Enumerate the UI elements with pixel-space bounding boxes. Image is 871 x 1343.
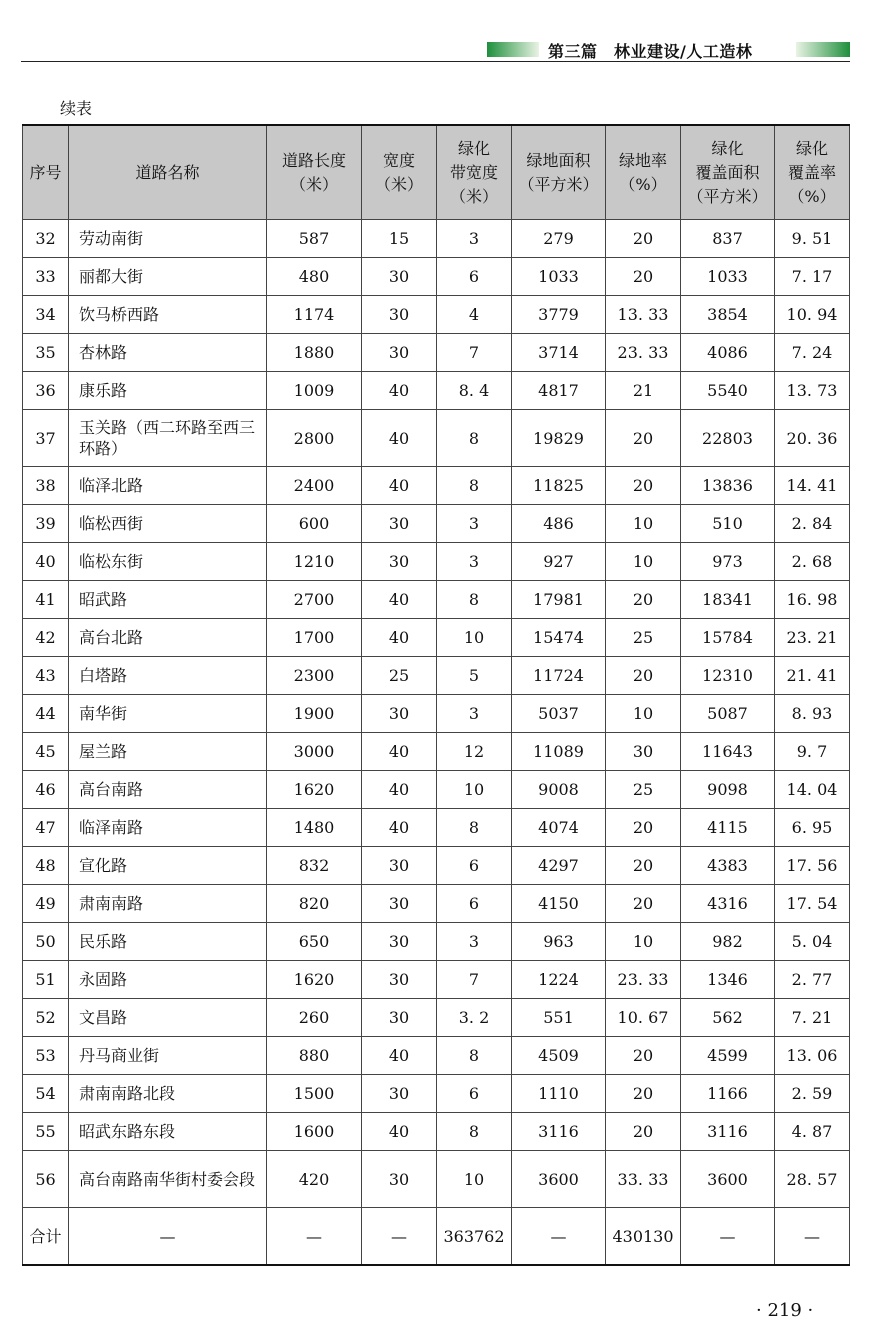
table-cell: 丹马商业街 bbox=[69, 1037, 267, 1075]
table-cell: 1033 bbox=[512, 258, 606, 296]
table-cell: 高台南路南华街村委会段 bbox=[69, 1151, 267, 1208]
table-cell: 肃南南路 bbox=[69, 885, 267, 923]
table-row bbox=[23, 1075, 850, 1113]
table-cell: 4316 bbox=[681, 885, 775, 923]
table-cell: 36 bbox=[23, 372, 69, 410]
table-cell: 8. 4 bbox=[437, 372, 512, 410]
table-row bbox=[23, 847, 850, 885]
table-cell: 9. 51 bbox=[775, 220, 850, 258]
table-cell: 279 bbox=[512, 220, 606, 258]
table-cell: 3 bbox=[437, 220, 512, 258]
table-cell: 1500 bbox=[267, 1075, 362, 1113]
table-cell: 11643 bbox=[681, 733, 775, 771]
table-cell: 6 bbox=[437, 1075, 512, 1113]
total-row bbox=[23, 1208, 850, 1266]
running-header bbox=[0, 38, 871, 62]
table-row bbox=[23, 885, 850, 923]
table-cell: 高台北路 bbox=[69, 619, 267, 657]
table-cell: 2300 bbox=[267, 657, 362, 695]
table-cell: 10 bbox=[437, 1151, 512, 1208]
table-cell: 46 bbox=[23, 771, 69, 809]
table-cell: 21 bbox=[606, 372, 681, 410]
table-cell: 6 bbox=[437, 258, 512, 296]
table-cell: 40 bbox=[23, 543, 69, 581]
table-cell: 587 bbox=[267, 220, 362, 258]
table-cell: 1620 bbox=[267, 961, 362, 999]
total-cell: 430130 bbox=[606, 1208, 681, 1266]
total-cell: 363762 bbox=[437, 1208, 512, 1266]
table-cell: 20 bbox=[606, 1075, 681, 1113]
table-cell: 11724 bbox=[512, 657, 606, 695]
table-cell: 4817 bbox=[512, 372, 606, 410]
table-cell: 2800 bbox=[267, 410, 362, 467]
table-cell: 40 bbox=[362, 410, 437, 467]
table-cell: 54 bbox=[23, 1075, 69, 1113]
table-cell: 973 bbox=[681, 543, 775, 581]
table-row bbox=[23, 809, 850, 847]
table-row bbox=[23, 258, 850, 296]
table-cell: 1480 bbox=[267, 809, 362, 847]
table-cell: 420 bbox=[267, 1151, 362, 1208]
table-cell: 高台南路 bbox=[69, 771, 267, 809]
table-row bbox=[23, 733, 850, 771]
table-cell: 玉关路（西二环路至西三环路） bbox=[69, 410, 267, 467]
table-cell: 56 bbox=[23, 1151, 69, 1208]
table-cell: 40 bbox=[362, 771, 437, 809]
table-cell: 40 bbox=[362, 1113, 437, 1151]
table-cell: 劳动南街 bbox=[69, 220, 267, 258]
table-cell: 20 bbox=[606, 1113, 681, 1151]
table-cell: 4115 bbox=[681, 809, 775, 847]
table-cell: 20 bbox=[606, 885, 681, 923]
table-row bbox=[23, 1037, 850, 1075]
table-cell: 41 bbox=[23, 581, 69, 619]
table-cell: 屋兰路 bbox=[69, 733, 267, 771]
table-cell: 8 bbox=[437, 410, 512, 467]
table-cell: 10. 67 bbox=[606, 999, 681, 1037]
table-cell: 6. 95 bbox=[775, 809, 850, 847]
table-cell: 3116 bbox=[512, 1113, 606, 1151]
table-row bbox=[23, 372, 850, 410]
table-cell: 40 bbox=[362, 619, 437, 657]
column-header: 绿化 覆盖率 （%） bbox=[775, 125, 850, 220]
table-cell: 927 bbox=[512, 543, 606, 581]
table-cell: 50 bbox=[23, 923, 69, 961]
table-cell: 25 bbox=[606, 771, 681, 809]
table-cell: 2. 84 bbox=[775, 505, 850, 543]
table-cell: 260 bbox=[267, 999, 362, 1037]
table-cell: 1210 bbox=[267, 543, 362, 581]
table-row bbox=[23, 220, 850, 258]
table-cell: 562 bbox=[681, 999, 775, 1037]
table-cell: 3 bbox=[437, 543, 512, 581]
table-cell: 7. 21 bbox=[775, 999, 850, 1037]
table-cell: 51 bbox=[23, 961, 69, 999]
table-cell: 486 bbox=[512, 505, 606, 543]
table-cell: 37 bbox=[23, 410, 69, 467]
table-cell: 20 bbox=[606, 467, 681, 505]
table-cell: 2. 59 bbox=[775, 1075, 850, 1113]
table-cell: 30 bbox=[362, 695, 437, 733]
table-cell: 4074 bbox=[512, 809, 606, 847]
table-cell: 982 bbox=[681, 923, 775, 961]
table-cell: 23. 33 bbox=[606, 961, 681, 999]
table-cell: 文昌路 bbox=[69, 999, 267, 1037]
table-cell: 5. 04 bbox=[775, 923, 850, 961]
table-cell: 30 bbox=[362, 1075, 437, 1113]
table-cell: 33. 33 bbox=[606, 1151, 681, 1208]
total-cell: — bbox=[775, 1208, 850, 1266]
table-cell: 38 bbox=[23, 467, 69, 505]
table-cell: 临松东街 bbox=[69, 543, 267, 581]
table-cell: 3 bbox=[437, 505, 512, 543]
table-cell: 7 bbox=[437, 961, 512, 999]
column-header: 序号 bbox=[23, 125, 69, 220]
table-cell: 4. 87 bbox=[775, 1113, 850, 1151]
table-cell: 23. 33 bbox=[606, 334, 681, 372]
table-cell: 20 bbox=[606, 809, 681, 847]
table-cell: 13836 bbox=[681, 467, 775, 505]
table-cell: 17. 56 bbox=[775, 847, 850, 885]
table-row bbox=[23, 619, 850, 657]
table-cell: 20 bbox=[606, 1037, 681, 1075]
table-cell: 20. 36 bbox=[775, 410, 850, 467]
table-cell: 25 bbox=[606, 619, 681, 657]
table-cell: 21. 41 bbox=[775, 657, 850, 695]
table-cell: 25 bbox=[362, 657, 437, 695]
table-cell: 7. 17 bbox=[775, 258, 850, 296]
table-cell: 5 bbox=[437, 657, 512, 695]
table-cell: 1174 bbox=[267, 296, 362, 334]
table-cell: 49 bbox=[23, 885, 69, 923]
table-cell: 20 bbox=[606, 220, 681, 258]
table-row bbox=[23, 961, 850, 999]
table-cell: 30 bbox=[362, 296, 437, 334]
table-cell: 40 bbox=[362, 372, 437, 410]
table-cell: 42 bbox=[23, 619, 69, 657]
table-cell: 10. 94 bbox=[775, 296, 850, 334]
table-cell: 13. 73 bbox=[775, 372, 850, 410]
table-cell: 40 bbox=[362, 581, 437, 619]
column-header: 绿地面积 （平方米） bbox=[512, 125, 606, 220]
column-header: 宽度 （米） bbox=[362, 125, 437, 220]
table-cell: 30 bbox=[362, 999, 437, 1037]
table-cell: 55 bbox=[23, 1113, 69, 1151]
header-rule bbox=[21, 61, 850, 62]
table-cell: 33 bbox=[23, 258, 69, 296]
table-cell: 3600 bbox=[512, 1151, 606, 1208]
table-cell: 10 bbox=[606, 543, 681, 581]
table-cell: 9. 7 bbox=[775, 733, 850, 771]
table-cell: 34 bbox=[23, 296, 69, 334]
table-cell: 永固路 bbox=[69, 961, 267, 999]
total-cell: 合计 bbox=[23, 1208, 69, 1266]
table-cell: 临泽北路 bbox=[69, 467, 267, 505]
table-cell: 5087 bbox=[681, 695, 775, 733]
table-cell: 19829 bbox=[512, 410, 606, 467]
table-cell: 1600 bbox=[267, 1113, 362, 1151]
table-cell: 1900 bbox=[267, 695, 362, 733]
road-greening-table bbox=[22, 124, 850, 1266]
table-cell: 临泽南路 bbox=[69, 809, 267, 847]
table-cell: 2400 bbox=[267, 467, 362, 505]
table-cell: 1110 bbox=[512, 1075, 606, 1113]
table-cell: 7. 24 bbox=[775, 334, 850, 372]
table-cell: 4297 bbox=[512, 847, 606, 885]
total-cell: — bbox=[512, 1208, 606, 1266]
table-cell: 11825 bbox=[512, 467, 606, 505]
table-cell: 20 bbox=[606, 657, 681, 695]
table-cell: 53 bbox=[23, 1037, 69, 1075]
table-cell: 3116 bbox=[681, 1113, 775, 1151]
table-cell: 18341 bbox=[681, 581, 775, 619]
table-cell: 17. 54 bbox=[775, 885, 850, 923]
table-cell: 4383 bbox=[681, 847, 775, 885]
table-cell: 昭武路 bbox=[69, 581, 267, 619]
table-cell: 32 bbox=[23, 220, 69, 258]
table-row bbox=[23, 695, 850, 733]
table-cell: 5037 bbox=[512, 695, 606, 733]
table-cell: 30 bbox=[362, 847, 437, 885]
table-cell: 43 bbox=[23, 657, 69, 695]
table-cell: 17981 bbox=[512, 581, 606, 619]
table-cell: 15784 bbox=[681, 619, 775, 657]
table-cell: 白塔路 bbox=[69, 657, 267, 695]
table-cell: 30 bbox=[362, 885, 437, 923]
table-cell: 837 bbox=[681, 220, 775, 258]
table-cell: 48 bbox=[23, 847, 69, 885]
table-cell: 1346 bbox=[681, 961, 775, 999]
column-header: 绿化 带宽度 （米） bbox=[437, 125, 512, 220]
table-cell: 3 bbox=[437, 923, 512, 961]
table-cell: 963 bbox=[512, 923, 606, 961]
table-cell: 4509 bbox=[512, 1037, 606, 1075]
section-title: 第三篇 林业建设/人工造林 bbox=[548, 42, 753, 61]
table-cell: 40 bbox=[362, 467, 437, 505]
table-cell: 30 bbox=[362, 1151, 437, 1208]
table-cell: 30 bbox=[362, 923, 437, 961]
total-cell: — bbox=[267, 1208, 362, 1266]
table-cell: 16. 98 bbox=[775, 581, 850, 619]
table-cell: 30 bbox=[362, 334, 437, 372]
table-cell: 14. 41 bbox=[775, 467, 850, 505]
table-cell: 1620 bbox=[267, 771, 362, 809]
table-cell: 2. 77 bbox=[775, 961, 850, 999]
table-cell: 30 bbox=[362, 961, 437, 999]
table-row bbox=[23, 467, 850, 505]
table-cell: 52 bbox=[23, 999, 69, 1037]
table-cell: 3600 bbox=[681, 1151, 775, 1208]
table-cell: 宣化路 bbox=[69, 847, 267, 885]
table-row bbox=[23, 334, 850, 372]
table-cell: 20 bbox=[606, 410, 681, 467]
table-row bbox=[23, 657, 850, 695]
table-cell: 丽都大街 bbox=[69, 258, 267, 296]
table-cell: 1033 bbox=[681, 258, 775, 296]
total-cell: — bbox=[681, 1208, 775, 1266]
table-header-row bbox=[23, 125, 850, 220]
table-cell: 15 bbox=[362, 220, 437, 258]
table-cell: 3779 bbox=[512, 296, 606, 334]
table-row bbox=[23, 543, 850, 581]
table-cell: 40 bbox=[362, 733, 437, 771]
table-cell: 30 bbox=[362, 543, 437, 581]
column-header: 道路长度 （米） bbox=[267, 125, 362, 220]
total-cell: — bbox=[362, 1208, 437, 1266]
table-cell: 13. 06 bbox=[775, 1037, 850, 1075]
table-row bbox=[23, 505, 850, 543]
table-cell: 10 bbox=[606, 923, 681, 961]
column-header: 绿地率 （%） bbox=[606, 125, 681, 220]
table-cell: 551 bbox=[512, 999, 606, 1037]
table-row bbox=[23, 1113, 850, 1151]
table-cell: 2. 68 bbox=[775, 543, 850, 581]
table-cell: 8 bbox=[437, 809, 512, 847]
table-cell: 4150 bbox=[512, 885, 606, 923]
table-cell: 3854 bbox=[681, 296, 775, 334]
total-cell: — bbox=[69, 1208, 267, 1266]
table-cell: 10 bbox=[437, 619, 512, 657]
table-cell: 10 bbox=[606, 505, 681, 543]
table-cell: 8 bbox=[437, 467, 512, 505]
table-cell: 8 bbox=[437, 1037, 512, 1075]
table-cell: 饮马桥西路 bbox=[69, 296, 267, 334]
table-cell: 3. 2 bbox=[437, 999, 512, 1037]
table-cell: 肃南南路北段 bbox=[69, 1075, 267, 1113]
table-cell: 康乐路 bbox=[69, 372, 267, 410]
table-cell: 1224 bbox=[512, 961, 606, 999]
table-cell: 杏林路 bbox=[69, 334, 267, 372]
table-cell: 28. 57 bbox=[775, 1151, 850, 1208]
table-cell: 20 bbox=[606, 581, 681, 619]
table-cell: 4 bbox=[437, 296, 512, 334]
header-accent-bar-right bbox=[796, 42, 850, 57]
table-row bbox=[23, 771, 850, 809]
table-cell: 11089 bbox=[512, 733, 606, 771]
table-cell: 880 bbox=[267, 1037, 362, 1075]
page-number: · 219 · bbox=[756, 1300, 814, 1321]
table-cell: 5540 bbox=[681, 372, 775, 410]
table-cell: 10 bbox=[437, 771, 512, 809]
table-cell: 23. 21 bbox=[775, 619, 850, 657]
table-row bbox=[23, 296, 850, 334]
table-cell: 40 bbox=[362, 809, 437, 847]
table-cell: 30 bbox=[606, 733, 681, 771]
table-cell: 昭武东路东段 bbox=[69, 1113, 267, 1151]
table-cell: 1009 bbox=[267, 372, 362, 410]
table-cell: 2700 bbox=[267, 581, 362, 619]
table-row bbox=[23, 410, 850, 467]
table-row bbox=[23, 999, 850, 1037]
table-cell: 12 bbox=[437, 733, 512, 771]
table-cell: 14. 04 bbox=[775, 771, 850, 809]
table-cell: 1166 bbox=[681, 1075, 775, 1113]
table-cell: 8 bbox=[437, 581, 512, 619]
table-cell: 7 bbox=[437, 334, 512, 372]
table-cell: 6 bbox=[437, 885, 512, 923]
table-cell: 30 bbox=[362, 258, 437, 296]
table-cell: 15474 bbox=[512, 619, 606, 657]
table-cell: 临松西街 bbox=[69, 505, 267, 543]
table-cell: 650 bbox=[267, 923, 362, 961]
table-cell: 3714 bbox=[512, 334, 606, 372]
table-cell: 45 bbox=[23, 733, 69, 771]
table-cell: 4086 bbox=[681, 334, 775, 372]
table-cell: 480 bbox=[267, 258, 362, 296]
column-header: 绿化 覆盖面积 （平方米） bbox=[681, 125, 775, 220]
table-cell: 20 bbox=[606, 847, 681, 885]
table-cell: 510 bbox=[681, 505, 775, 543]
table-cell: 44 bbox=[23, 695, 69, 733]
table-cell: 832 bbox=[267, 847, 362, 885]
table-row bbox=[23, 581, 850, 619]
table-cell: 40 bbox=[362, 1037, 437, 1075]
table-cell: 22803 bbox=[681, 410, 775, 467]
table-cell: 8. 93 bbox=[775, 695, 850, 733]
table-cell: 10 bbox=[606, 695, 681, 733]
table-cell: 民乐路 bbox=[69, 923, 267, 961]
table-cell: 600 bbox=[267, 505, 362, 543]
table-cell: 1880 bbox=[267, 334, 362, 372]
table-cell: 39 bbox=[23, 505, 69, 543]
table-cell: 9008 bbox=[512, 771, 606, 809]
header-accent-bar-left bbox=[487, 42, 539, 57]
table-cell: 3 bbox=[437, 695, 512, 733]
table-cell: 13. 33 bbox=[606, 296, 681, 334]
table-caption: 续表 bbox=[60, 99, 93, 118]
table-row bbox=[23, 1151, 850, 1208]
table-cell: 1700 bbox=[267, 619, 362, 657]
table-cell: 12310 bbox=[681, 657, 775, 695]
table-cell: 6 bbox=[437, 847, 512, 885]
table-cell: 820 bbox=[267, 885, 362, 923]
table-cell: 8 bbox=[437, 1113, 512, 1151]
table-cell: 35 bbox=[23, 334, 69, 372]
table-cell: 30 bbox=[362, 505, 437, 543]
table-cell: 4599 bbox=[681, 1037, 775, 1075]
table-cell: 3000 bbox=[267, 733, 362, 771]
table-cell: 9098 bbox=[681, 771, 775, 809]
table-cell: 47 bbox=[23, 809, 69, 847]
table-row bbox=[23, 923, 850, 961]
table-cell: 20 bbox=[606, 258, 681, 296]
column-header: 道路名称 bbox=[69, 125, 267, 220]
table-cell: 南华街 bbox=[69, 695, 267, 733]
